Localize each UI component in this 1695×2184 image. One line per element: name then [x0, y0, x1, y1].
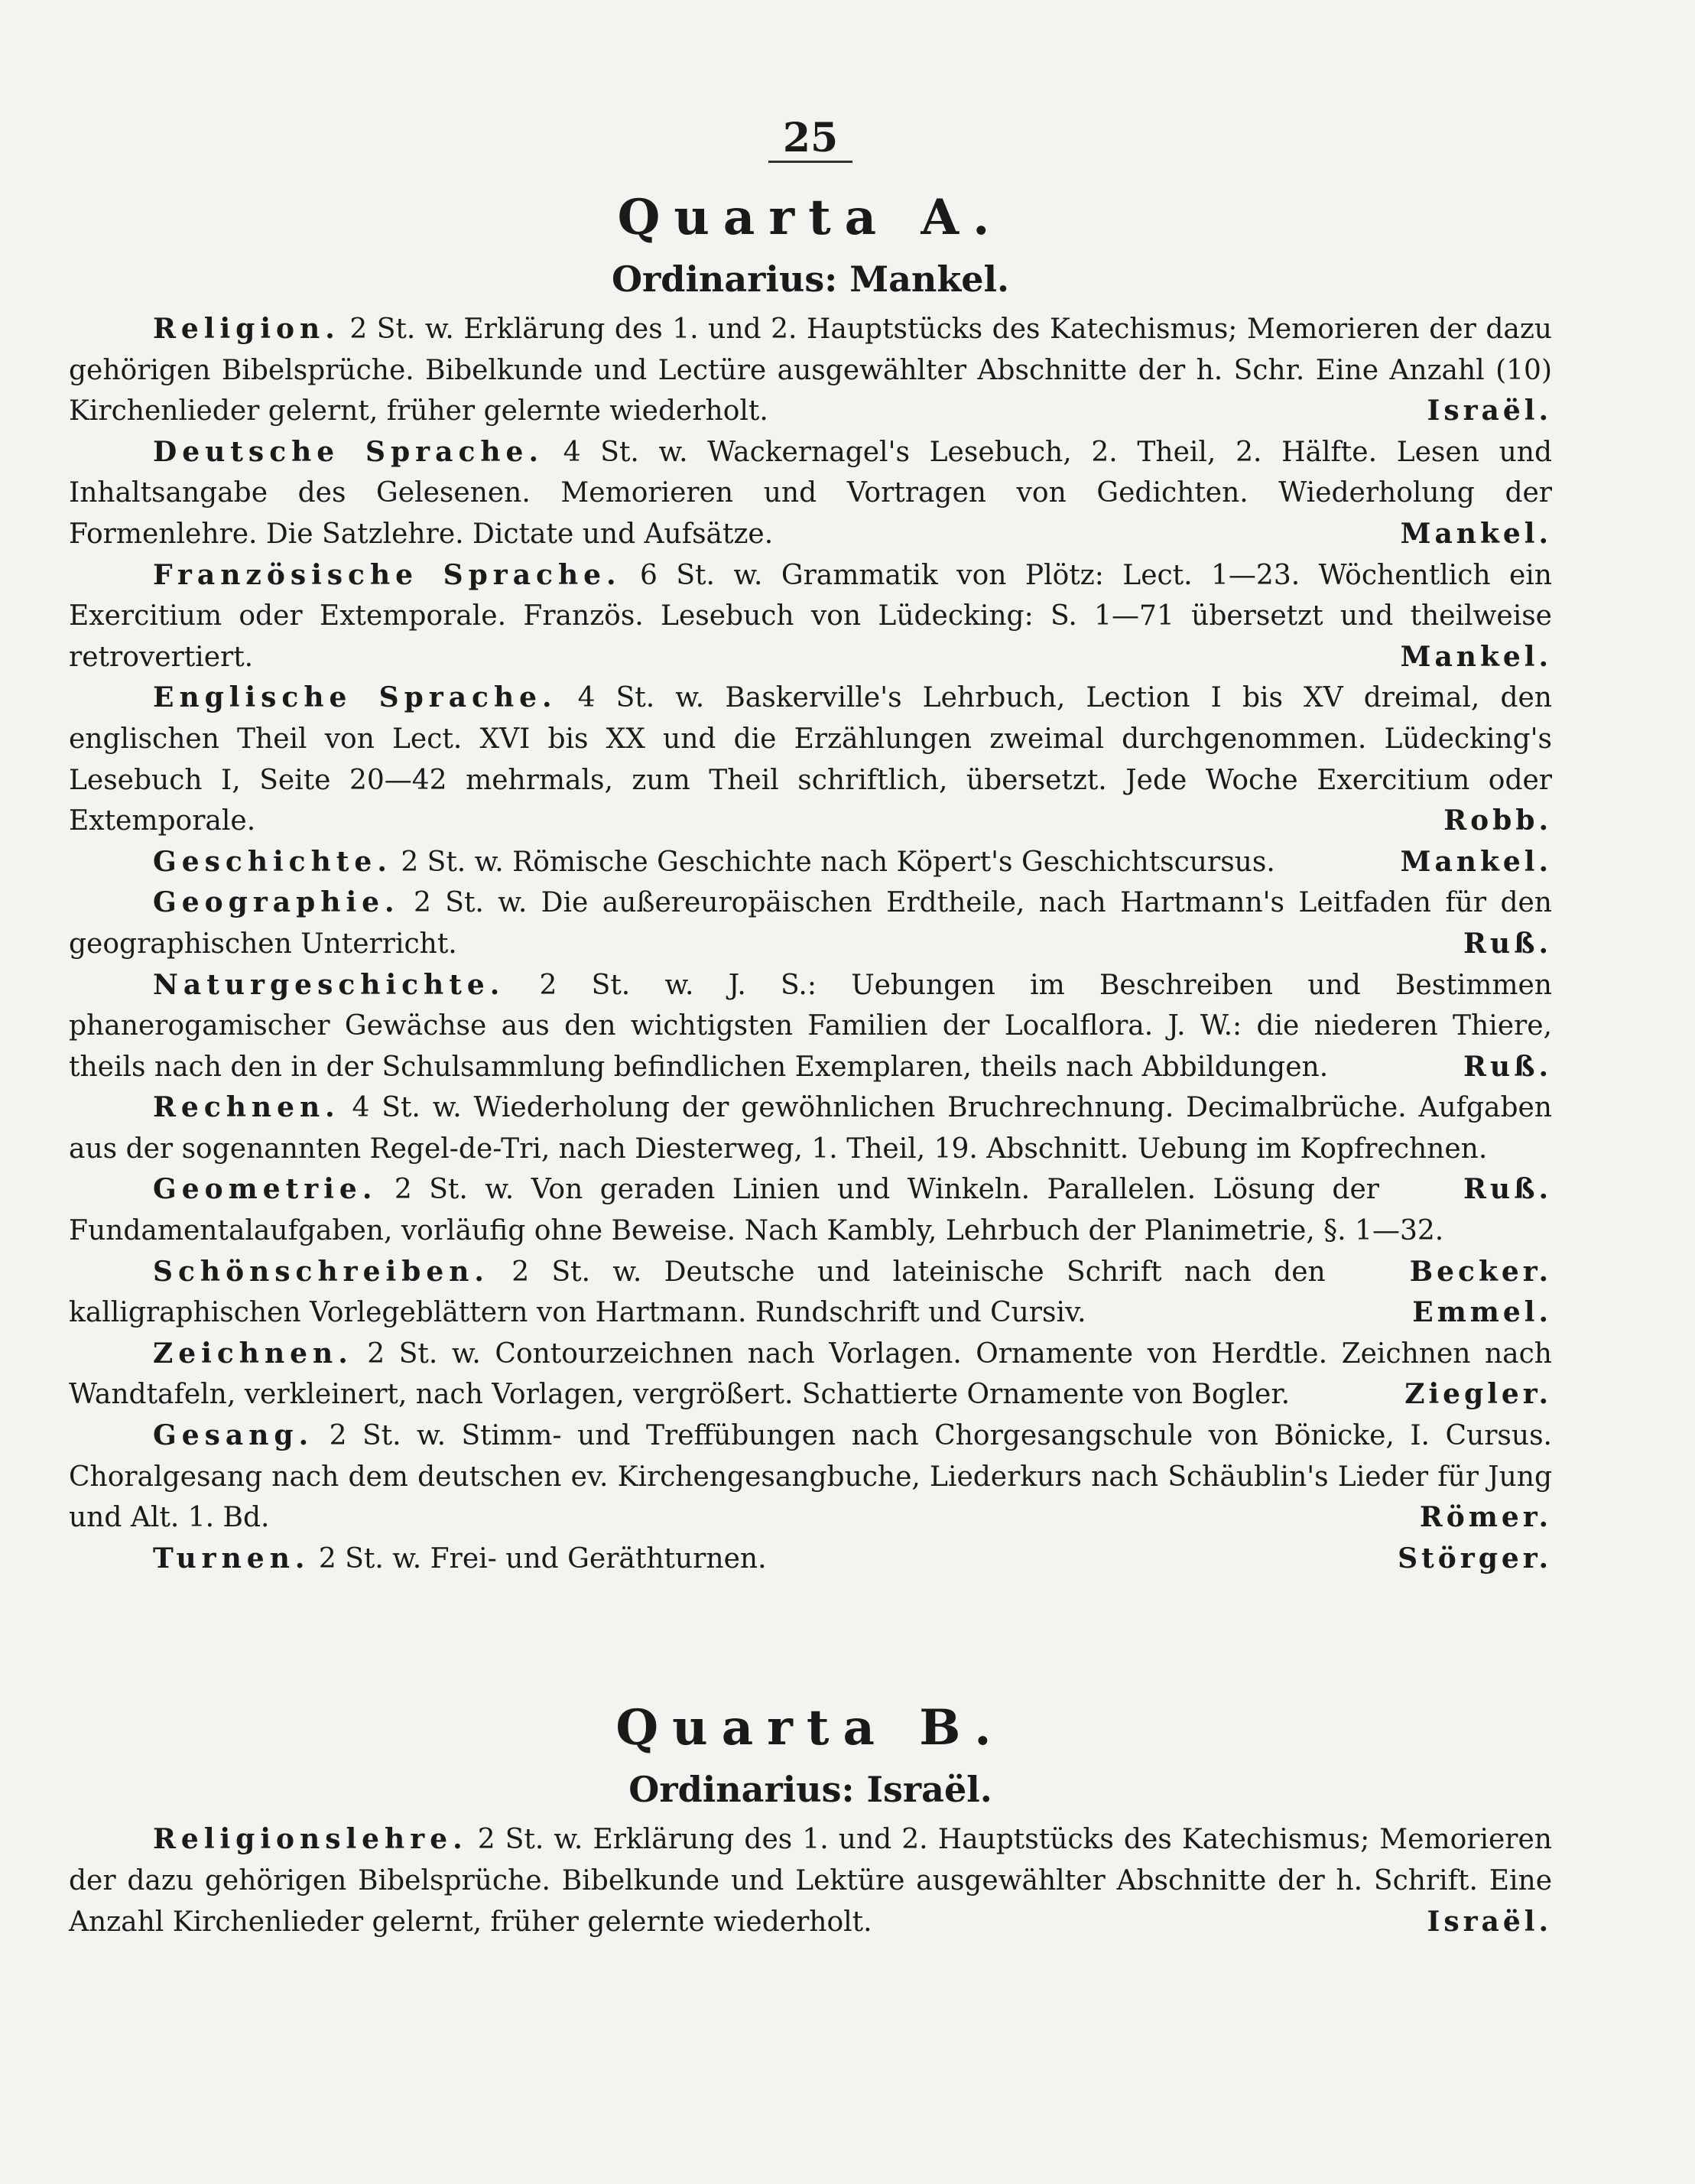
entry-franzoesische-sprache	[69, 555, 1552, 678]
teacher: Mankel.	[1400, 845, 1552, 878]
teacher: Ziegler.	[1404, 1378, 1552, 1411]
entry-naturgeschichte	[69, 965, 1552, 1088]
teacher: Mankel.	[1400, 517, 1552, 550]
subject: Rechnen.	[153, 1091, 340, 1124]
entry-religionslehre	[69, 1819, 1552, 1942]
entry-text: 2 St. w. Erklärung des 1. und 2. Hauptstücks des Katechismus; Memorieren der dazu gehörigen Bibelsprüche. Bibelkunde und Lectüre ausgewählter Abschnitte der h. Schr. Eine Anzahl (10) Kirchenlieder gelernt, früher gelernte wiederholt.	[69, 314, 1552, 427]
subject: Religion.	[153, 313, 340, 345]
ordinarius-quarta-a: Ordinarius: Mankel.	[611, 258, 1010, 300]
entry-turnen	[69, 1539, 1552, 1580]
entry-text: 2 St. w. Von geraden Linien und Winkeln. Parallelen. Lösung der Fundamentalaufgaben, vorläufig ohne Beweise. Nach Kambly, Lehrbuch der Planimetrie, §. 1—32.	[69, 1174, 1444, 1247]
subject: Geographie.	[153, 886, 400, 919]
teacher: Mankel.	[1400, 640, 1552, 673]
teacher: Israël.	[1427, 1905, 1552, 1938]
teacher: Römer.	[1419, 1501, 1552, 1534]
page-number: 25	[782, 115, 839, 161]
subject: Gesang.	[153, 1419, 314, 1452]
teacher: Ruß.	[1463, 1050, 1552, 1083]
teacher: Ruß.	[1463, 1173, 1552, 1206]
subject: Geometrie.	[153, 1173, 378, 1206]
entry-text: 4 St. w. Baskerville's Lehrbuch, Lection I bis XV dreimal, den englischen Theil von Lect. XVI bis XX und die Erzählungen zweimal durchgenommen. Lüdecking's Lesebuch I, Seite 20—42 mehrmals, zum Theil schriftlich, übersetzt. Jede Woche Exercitium oder Extemporale.	[69, 682, 1552, 837]
teacher: Israël.	[1427, 395, 1552, 427]
entry-gesang	[69, 1415, 1552, 1539]
subject: Deutsche Sprache.	[153, 435, 544, 468]
teacher: Störger.	[1398, 1542, 1552, 1575]
entry-text: 2 St. w. Frei- und Geräthturnen.	[318, 1542, 767, 1575]
subject: Schönschreiben.	[153, 1255, 489, 1288]
section-title-quarta-b: Quarta B.	[615, 1699, 1005, 1757]
entry-zeichnen	[69, 1334, 1552, 1415]
entry-text: 2 St. w. J. S.: Uebungen im Beschreiben und Bestimmen phanerogamischer Gewächse aus den wichtigsten Familien der Localflora. J. W.: die niederen Thiere, theils nach den in der Schulsammlung befindlichen Exemplaren, theils nach Abbildungen.	[69, 969, 1552, 1083]
subject: Religionslehre.	[153, 1823, 468, 1856]
page-number-rule	[768, 161, 852, 163]
entry-text: 6 St. w. Grammatik von Plötz: Lect. 1—23. Wöchentlich ein Exercitium oder Extemporale. Französ. Lesebuch von Lüdecking: S. 1—71 übersetzt und theilweise retrovertiert.	[69, 559, 1552, 673]
page-content	[69, 184, 1552, 1942]
subject: Englische Sprache.	[153, 681, 557, 714]
entry-deutsche-sprache	[69, 432, 1552, 555]
section-title-quarta-a: Quarta A.	[617, 189, 1004, 246]
subject: Turnen.	[153, 1542, 310, 1575]
subject: Geschichte.	[153, 845, 392, 878]
entry-englische-sprache	[69, 678, 1552, 841]
section-spacer	[69, 1579, 1552, 1694]
entry-geschichte	[69, 842, 1552, 883]
entry-text: 2 St. w. Erklärung des 1. und 2. Hauptstücks des Katechismus; Memorieren der dazu gehörigen Bibelsprüche. Bibelkunde und Lektüre ausgewählter Abschnitte der h. Schrift. Eine Anzahl Kirchenlieder gelernt, früher gelernte wiederholt.	[69, 1824, 1552, 1938]
teacher: Emmel.	[1412, 1296, 1552, 1329]
entry-text: 2 St. w. Die außereuropäischen Erdtheile, nach Hartmann's Leitfaden für den geographischen Unterricht.	[69, 887, 1552, 960]
subject: Zeichnen.	[153, 1337, 353, 1370]
subject: Französische Sprache.	[153, 558, 622, 591]
teacher: Ruß.	[1463, 927, 1552, 960]
entry-text: 2 St. w. Stimm- und Treffübungen nach Chorgesangschule von Bönicke, I. Cursus. Choralgesang nach dem deutschen ev. Kirchengesangbuche, Liederkurs nach Schäublin's Lieder für Jung und Alt. 1. Bd.	[69, 1420, 1552, 1534]
entry-text: 4 St. w. Wackernagel's Lesebuch, 2. Theil, 2. Hälfte. Lesen und Inhaltsangabe des Gelesenen. Memorieren und Vortragen von Gedichten. Wiederholung der Formenlehre. Die Satzlehre. Dictate und Aufsätze.	[69, 436, 1553, 550]
entry-geographie	[69, 882, 1552, 964]
teacher: Becker.	[1409, 1255, 1552, 1288]
entry-text: 2 St. w. Contourzeichnen nach Vorlagen. Ornamente von Herdtle. Zeichnen nach Wandtafeln, verkleinert, nach Vorlagen, vergrößert. Schattierte Ornamente von Bogler.	[69, 1337, 1552, 1411]
entry-text: 4 St. w. Wiederholung der gewöhnlichen Bruchrechnung. Decimalbrüche. Aufgaben aus der sogenannten Regel-de-Tri, nach Diesterweg, 1. Theil, 19. Abschnitt. Uebung im Kopfrechnen.	[69, 1092, 1552, 1165]
ordinarius-quarta-b: Ordinarius: Israël.	[628, 1769, 992, 1811]
entry-text: 2 St. w. Deutsche und lateinische Schrift nach den kalligraphischen Vorlegeblättern von Hartmann. Rundschrift und Cursiv.	[69, 1256, 1326, 1329]
teacher: Robb.	[1443, 804, 1552, 837]
subject: Naturgeschichte.	[153, 968, 505, 1001]
entry-religion	[69, 309, 1552, 432]
entry-text: 2 St. w. Römische Geschichte nach Köpert's Geschichtscursus.	[401, 846, 1275, 878]
